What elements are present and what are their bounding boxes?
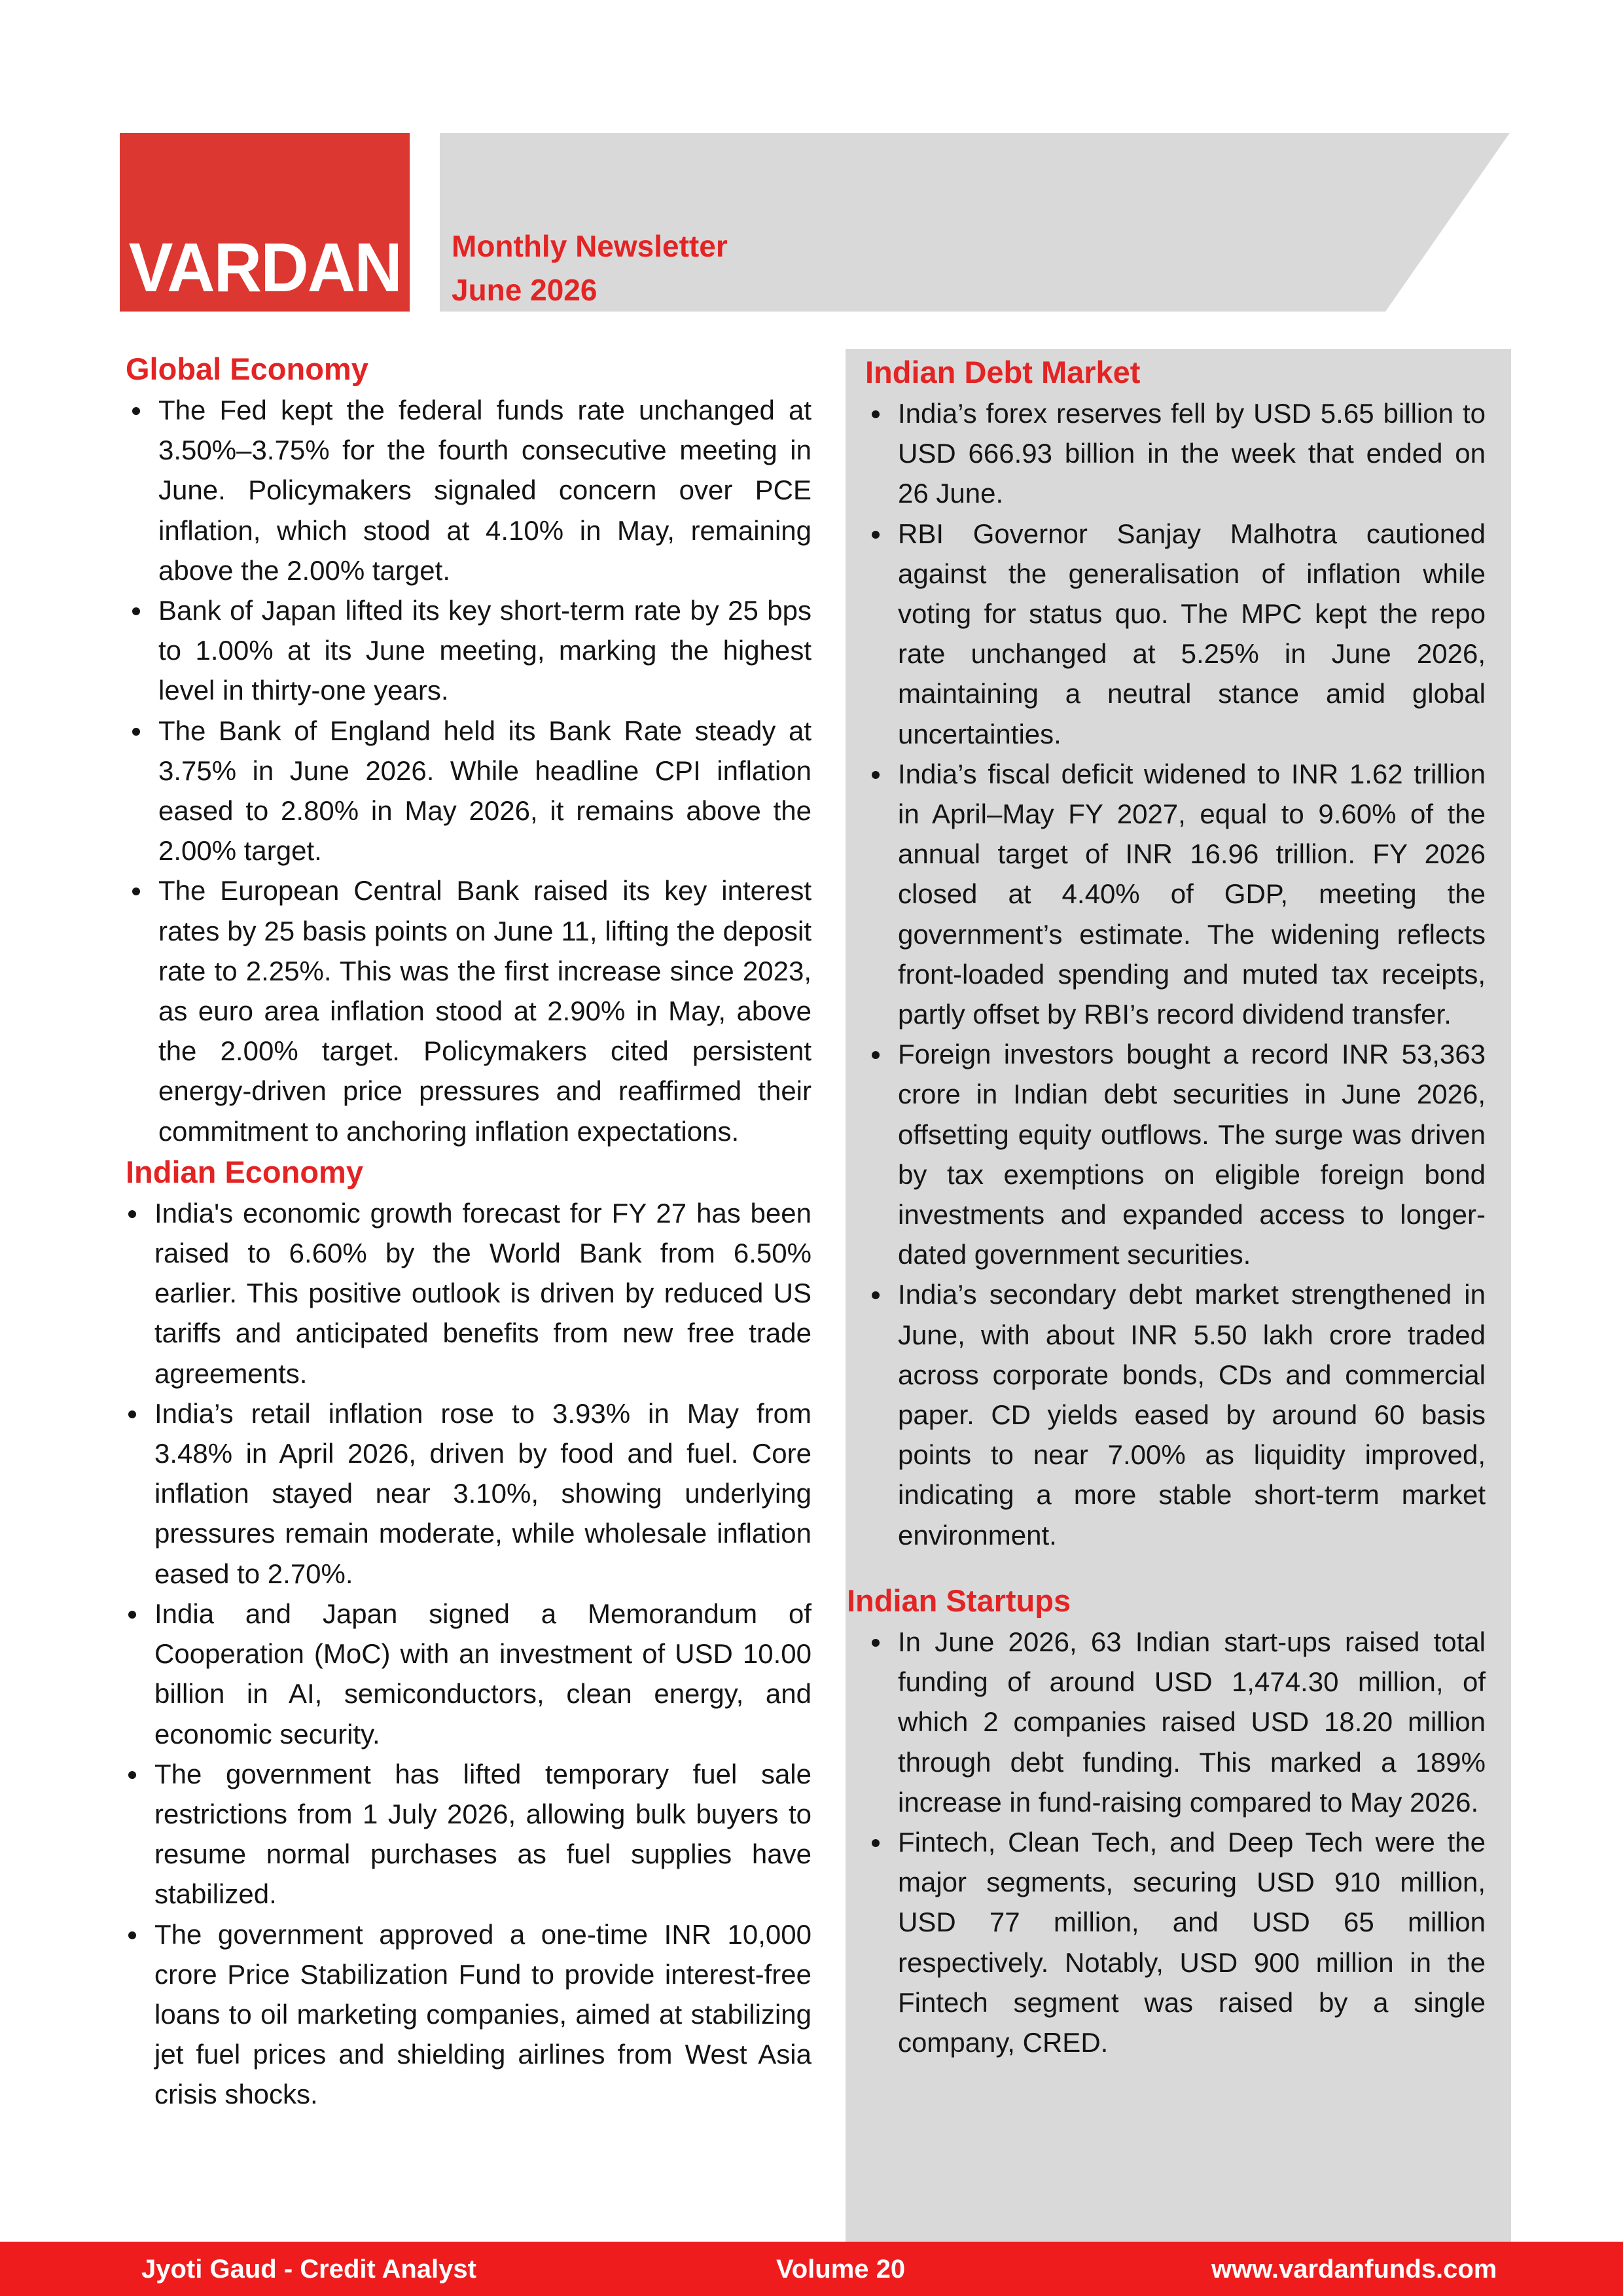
list-item: Bank of Japan lifted its key short-term rate by 25 bps to 1.00% at its June meeting, marking the highest level in thirty-one years.	[126, 590, 812, 711]
section-title-global-economy: Global Economy	[126, 351, 368, 386]
list-item: India’s forex reserves fell by USD 5.65 billion to USD 666.93 billion in the week that ended on 26 June.	[865, 393, 1486, 514]
header-banner	[440, 133, 1510, 312]
indian-debt-market-list	[865, 393, 1486, 1555]
list-item: India's economic growth forecast for FY 27 has been raised to 6.60% by the World Bank from 6.50% earlier. This positive outlook is driven by reduced US tariffs and anticipated benefits from new free trade agreements.	[122, 1193, 812, 1393]
right-column	[847, 351, 1486, 2062]
indian-startups-list	[865, 1622, 1486, 2062]
list-item: India and Japan signed a Memorandum of Cooperation (MoC) with an investment of USD 10.00 billion in AI, semiconductors, clean energy, and economic security.	[122, 1594, 812, 1754]
list-item: The European Central Bank raised its key interest rates by 25 basis points on June 11, lifting the deposit rate to 2.25%. This was the first increase since 2023, as euro area inflation stood at 2.90% in May, above the 2.00% target. Policymakers cited persistent energy-driven price pressures and reaffirmed their commitment to anchoring inflation expectations.	[126, 870, 812, 1151]
logo-text: VARDAN	[128, 229, 401, 306]
list-item: The government has lifted temporary fuel sale restrictions from 1 July 2026, allowing bulk buyers to resume normal purchases as fuel supplies have stabilized.	[122, 1754, 812, 1914]
indian-economy-list	[122, 1193, 812, 2115]
list-item: Fintech, Clean Tech, and Deep Tech were the major segments, securing USD 910 million, USD 77 million, and USD 65 million respectively. Notably, USD 900 million in the Fintech segment was raised by a single company, CRED.	[865, 1822, 1486, 2062]
vardan-logo	[120, 133, 410, 312]
section-title-indian-debt-market: Indian Debt Market	[865, 355, 1141, 389]
newsletter-title: Monthly Newsletter	[452, 229, 728, 263]
list-item: India’s retail inflation rose to 3.93% in May from 3.48% in April 2026, driven by food and fuel. Core inflation stayed near 3.10%, showing underlying pressures remain moderate, while wholesale inflation eased to 2.70%.	[122, 1393, 812, 1594]
list-item: In June 2026, 63 Indian start-ups raised total funding of around USD 1,474.30 million, of which 2 companies raised USD 18.20 million through debt funding. This marked a 189% increase in fund-raising compared to May 2026.	[865, 1622, 1486, 1822]
banner-text	[452, 224, 728, 312]
list-item: The government approved a one-time INR 10,000 crore Price Stabilization Fund to provide interest-free loans to oil marketing companies, aimed at stabilizing jet fuel prices and shielding airlines from West Asia crisis shocks.	[122, 1914, 812, 2115]
footer-author: Jyoti Gaud - Credit Analyst	[141, 2255, 476, 2284]
section-title-indian-economy: Indian Economy	[126, 1154, 363, 1189]
footer-volume: Volume 20	[776, 2255, 906, 2284]
footer-bar	[0, 2242, 1623, 2296]
section-title-indian-startups: Indian Startups	[847, 1583, 1071, 1618]
footer-website-link[interactable]: www.vardanfunds.com	[1211, 2255, 1497, 2284]
issue-date: June 2026	[452, 273, 597, 307]
list-item: India’s fiscal deficit widened to INR 1.62 trillion in April–May FY 2027, equal to 9.60% of the annual target of INR 16.96 trillion. FY 2026 closed at 4.40% of GDP, meeting the government’s estimate. The widening reflects front-loaded spending and muted tax receipts, partly offset by RBI’s record dividend transfer.	[865, 754, 1486, 1034]
list-item: RBI Governor Sanjay Malhotra cautioned against the generalisation of inflation while voting for status quo. The MPC kept the repo rate unchanged at 5.25% in June 2026, maintaining a neutral stance amid global uncertainties.	[865, 514, 1486, 754]
list-item: Foreign investors bought a record INR 53,363 crore in Indian debt securities in June 2026, offsetting equity outflows. The surge was driven by tax exemptions on eligible foreign bond investments and expanded access to longer-dated government securities.	[865, 1034, 1486, 1274]
list-item: The Fed kept the federal funds rate unchanged at 3.50%–3.75% for the fourth consecutive meeting in June. Policymakers signaled concern over PCE inflation, which stood at 4.10% in May, remaining above the 2.00% target.	[126, 390, 812, 590]
global-economy-list	[126, 390, 812, 1151]
left-column	[126, 348, 812, 2115]
list-item: The Bank of England held its Bank Rate steady at 3.75% in June 2026. While headline CPI inflation eased to 2.80% in May 2026, it remains above the 2.00% target.	[126, 711, 812, 871]
list-item: India’s secondary debt market strengthened in June, with about INR 5.50 lakh crore traded across corporate bonds, CDs and commercial paper. CD yields eased by around 60 basis points to near 7.00% as liquidity improved, indicating a more stable short-term market environment.	[865, 1274, 1486, 1554]
